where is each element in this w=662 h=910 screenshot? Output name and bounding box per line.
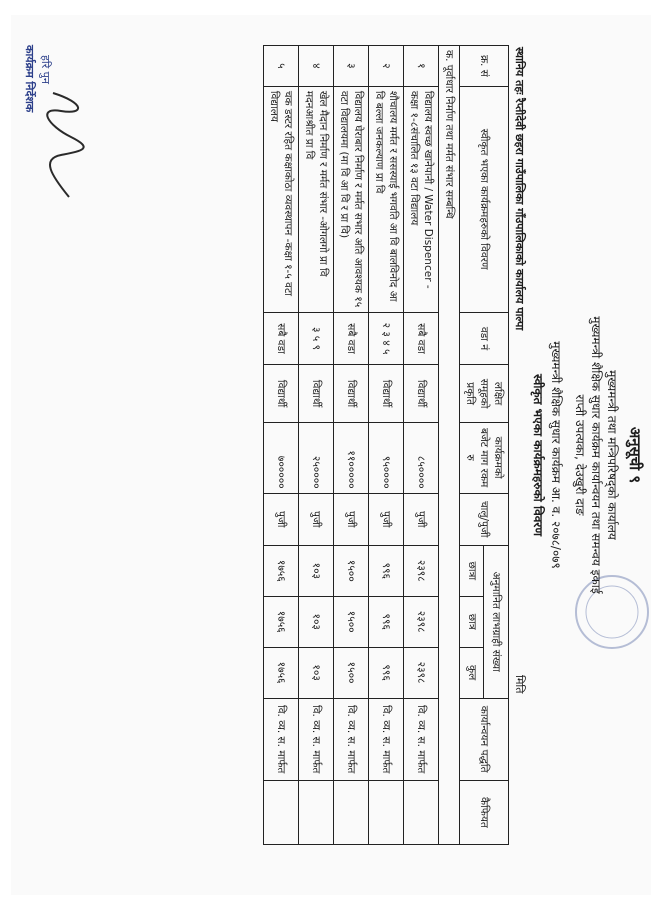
table-row — [334, 46, 369, 845]
section-heading: क. पूर्वाधार निर्माण तथा मर्मत संभार सम्बन्धि — [439, 46, 460, 845]
cell-group: विद्यार्थी — [264, 365, 299, 422]
cell-sn: ४ — [299, 46, 334, 87]
header-girls: छात्रा — [460, 545, 485, 596]
cell-boys: ९९६ — [369, 596, 404, 647]
cell-girls: १५०० — [334, 545, 369, 596]
cell-budget: २५०००० — [299, 422, 334, 493]
cell-ward: सबै वडा — [264, 312, 299, 365]
signatory-title: कार्यक्रम निर्देशक — [23, 45, 36, 113]
cell-status: पुजी — [334, 493, 369, 545]
program-name: मुख्यमन्त्री शैक्षिक सुधार कार्यक्रम आ. व. २०७८/०७९ — [549, 341, 563, 569]
annex-title: अनुसूची ९ — [626, 426, 644, 484]
cell-group: विद्यार्थी — [369, 365, 404, 422]
cell-status: पुजी — [369, 493, 404, 545]
rotated-page — [11, 15, 651, 895]
header-ward: वडा नं — [460, 312, 509, 365]
cell-girls: १०३ — [299, 545, 334, 596]
cell-budget: ११००००० — [334, 422, 369, 493]
header-remarks: कैफियत — [460, 780, 509, 844]
cell-sn: १ — [404, 46, 439, 87]
cell-sn: २ — [369, 46, 404, 87]
cell-group: विद्यार्थी — [334, 365, 369, 422]
unit-name: मुख्यमन्त्री शैक्षिक सुधार कार्यक्रम कार्यान्वयन तथा समन्वय इकाई — [589, 316, 603, 594]
cell-remarks — [334, 780, 369, 844]
cell-budget: ९५०००० — [369, 422, 404, 493]
cell-ward: ३ ५ ९ — [299, 312, 334, 365]
local-level-label: स्थानिय तहः रैप्तीदेवी छहरा गाउँपालिका गाँउपालिकाको कार्यालय पाल्पा — [513, 47, 526, 331]
handwritten-signature — [41, 85, 91, 205]
cell-remarks — [369, 780, 404, 844]
program-title: स्वीकृत भएका कार्यक्रमहरुको विवरण — [531, 373, 545, 537]
table-row — [264, 46, 299, 845]
cell-status: पुजी — [264, 493, 299, 545]
cell-ward: सबै वडा — [334, 312, 369, 365]
cell-girls: १७५६ — [264, 545, 299, 596]
header-sn: क्र. सं — [460, 46, 509, 87]
cell-remarks — [299, 780, 334, 844]
header-budget: कार्यक्रमको बजेट माग रकम रु — [460, 422, 509, 493]
cell-group: विद्यार्थी — [404, 365, 439, 422]
header-status: चालु/पुजी — [460, 493, 509, 545]
cell-total: २३९८ — [404, 647, 439, 698]
table-row — [299, 46, 334, 845]
header-beneficiaries: अनुमानित लाभग्राही संख्या — [484, 545, 509, 698]
cell-girls: ९९६ — [369, 545, 404, 596]
header-target-group: लक्षित समूहको प्रकृति — [460, 365, 509, 422]
date-label: मिति — [513, 675, 526, 694]
cell-ward: २ ३ ४ ५ — [369, 312, 404, 365]
program-table — [263, 45, 509, 845]
cell-boys: १७५६ — [264, 596, 299, 647]
cell-desc: चक डस्टर रहित कक्षाकोठा व्यवस्थापन -कक्षा १-५ वटा विद्यालय — [264, 86, 299, 312]
cell-method: वि. व्य. स. मार्फत — [264, 698, 299, 780]
cell-desc: विद्यालय घेराबार निर्माण र मर्मत सभार अति आवश्यक १५ वटा विद्यालयमा (मा वि आ वि र प्रा वि) — [334, 86, 369, 312]
office-address: राप्ती उपत्यका, देउखुरी दाङ — [573, 394, 587, 516]
cell-total: १०३ — [299, 647, 334, 698]
cell-method: वि. व्य. स. मार्फत — [334, 698, 369, 780]
cell-total: १५०० — [334, 647, 369, 698]
cell-ward: सबै वडा — [404, 312, 439, 365]
cell-boys: २३९८ — [404, 596, 439, 647]
cell-method: वि. व्य. स. मार्फत — [369, 698, 404, 780]
cell-group: विद्यार्थी — [299, 365, 334, 422]
table-row — [404, 46, 439, 845]
header-boys: छात्र — [460, 596, 485, 647]
cell-remarks — [404, 780, 439, 844]
cell-remarks — [264, 780, 299, 844]
header-method: कार्यान्वयन पद्धति — [460, 698, 509, 780]
cell-desc: विद्यालय स्वच्छ खानेपानी / Water Dispencer - कक्षा १-८संचालित १३ वटा विद्यालय — [404, 86, 439, 312]
cell-method: वि. व्य. स. मार्फत — [404, 698, 439, 780]
office-name: मुख्यमन्त्री तथा मन्त्रिपरिषद्‌को कार्यालय — [605, 370, 619, 540]
cell-desc: शौचालय मर्मत र ससस्याई भगवति आ वि बालविनोद आ वि बल्ला जनकल्याण प्रा वि — [369, 86, 404, 312]
header-description: स्वीकृत भएका कार्यक्रमहरुको विवरण — [460, 86, 509, 312]
cell-boys: १०३ — [299, 596, 334, 647]
cell-method: वि. व्य. स. मार्फत — [299, 698, 334, 780]
cell-boys: १५०० — [334, 596, 369, 647]
cell-desc: खेल मैदान निर्माण र मर्मत संभार -ओगलगो प्रा वि मदनआश्रीत प्रा वि — [299, 86, 334, 312]
cell-sn: ५ — [264, 46, 299, 87]
cell-status: पुजी — [299, 493, 334, 545]
header-total: कुल — [460, 647, 485, 698]
cell-budget: ८५०००० — [404, 422, 439, 493]
cell-status: पुजी — [404, 493, 439, 545]
cell-total: १७५६ — [264, 647, 299, 698]
cell-budget: ७००००० — [264, 422, 299, 493]
table-row — [369, 46, 404, 845]
cell-girls: २३९८ — [404, 545, 439, 596]
cell-sn: ३ — [334, 46, 369, 87]
signatory-name: हरि पुन — [39, 55, 52, 85]
cell-total: ९९६ — [369, 647, 404, 698]
